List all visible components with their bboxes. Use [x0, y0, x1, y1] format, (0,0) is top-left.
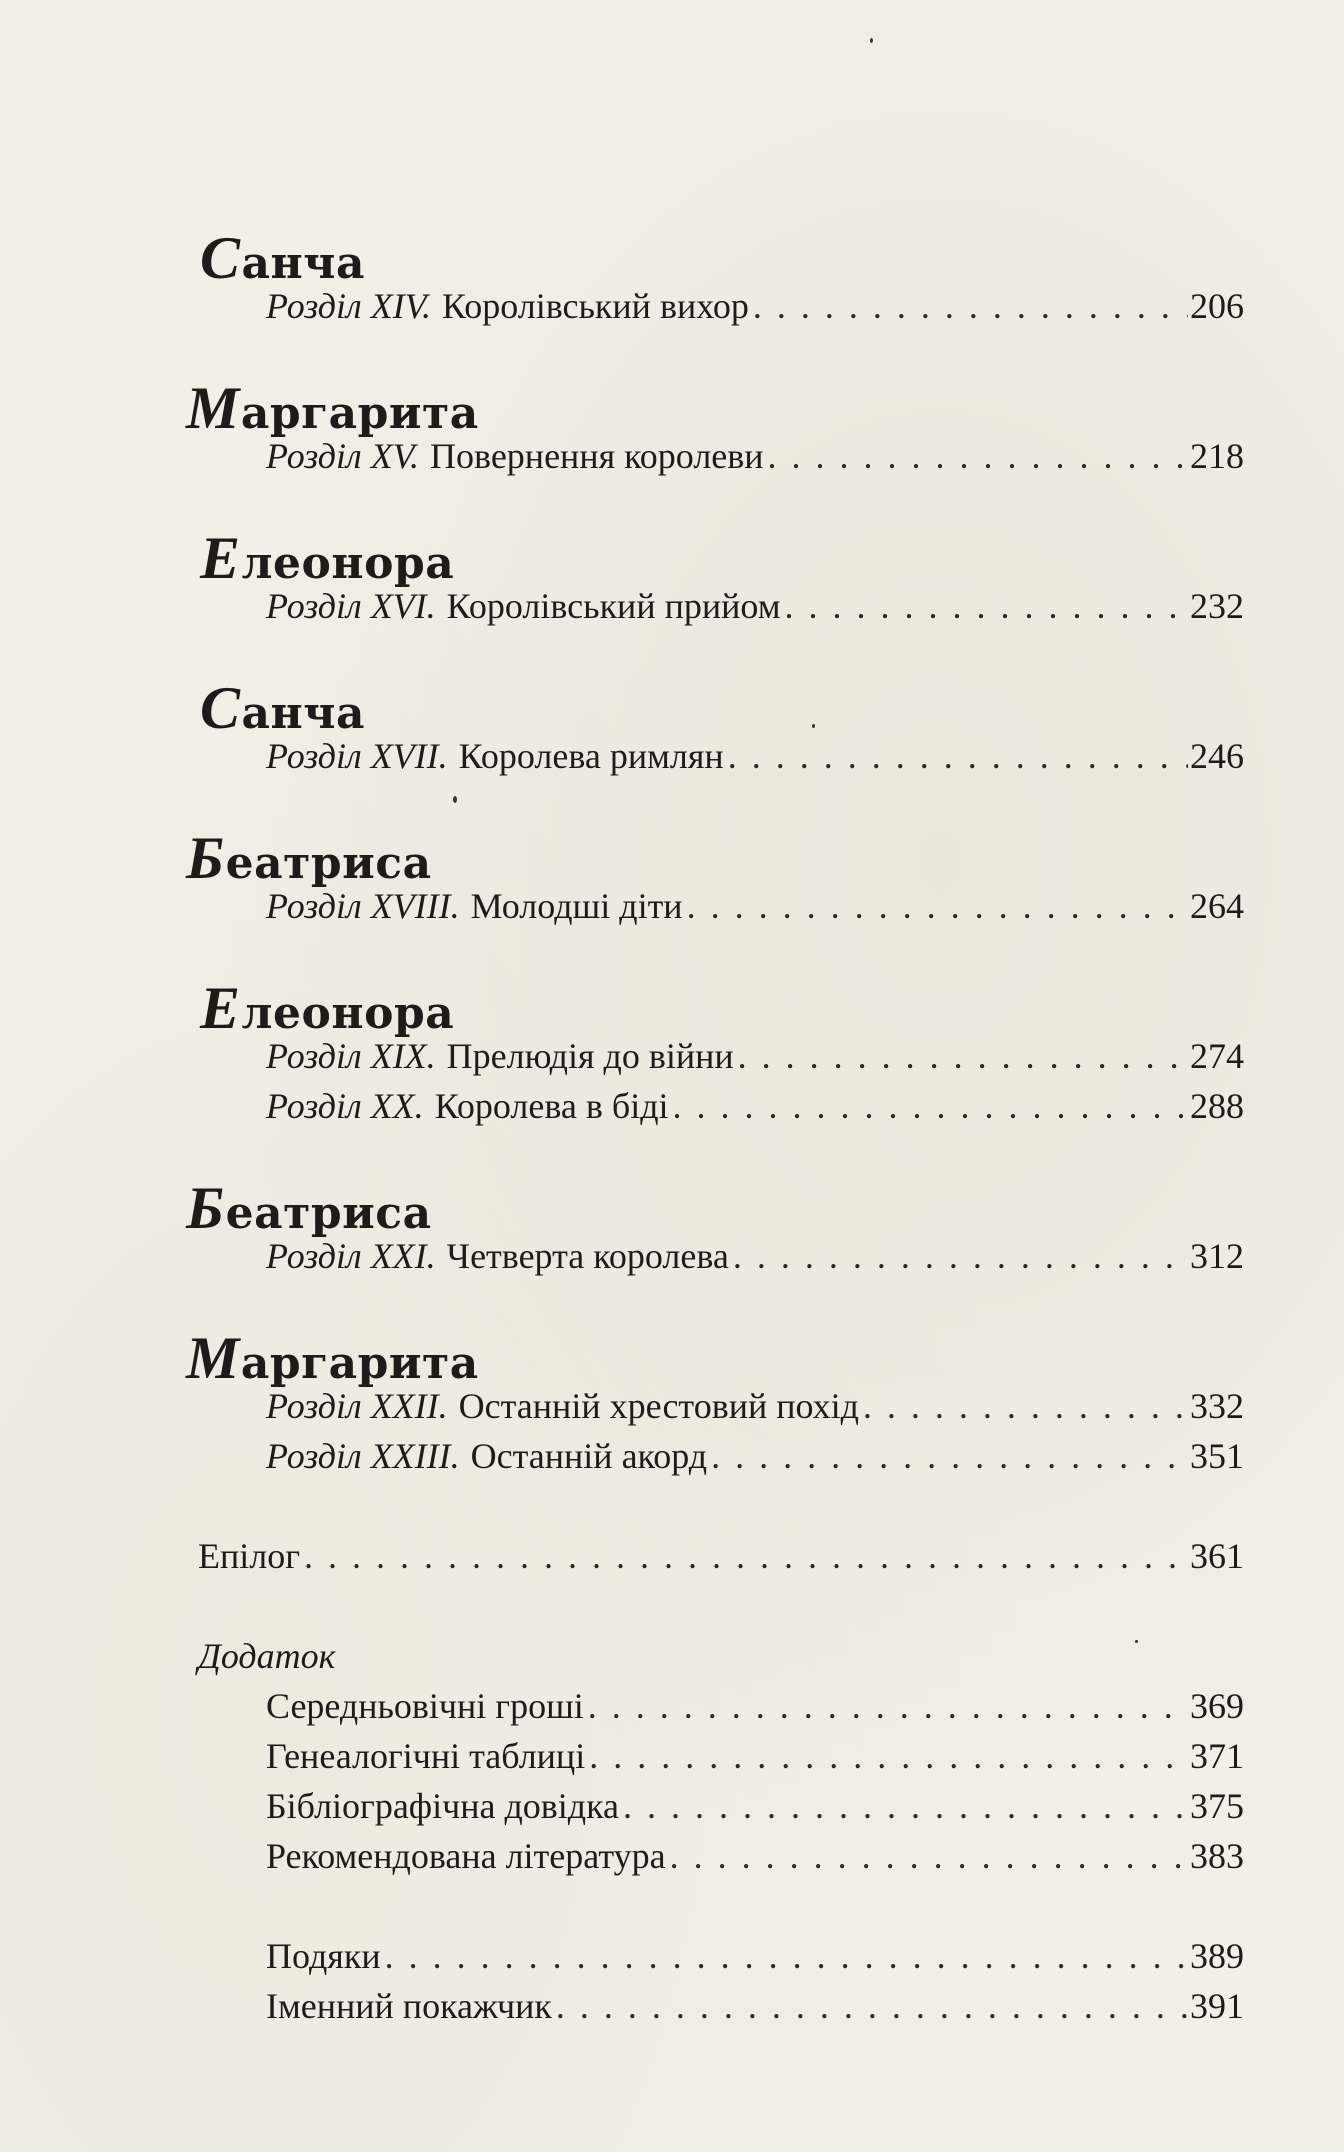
toc-entry[interactable]	[266, 1388, 1244, 1424]
dot-leader	[768, 438, 1188, 474]
heading-rest: еатриса	[225, 838, 432, 889]
heading-rest: аргарита	[240, 1338, 479, 1389]
dot-leader	[733, 1238, 1188, 1274]
toc-entry[interactable]	[266, 1438, 1244, 1474]
page-number: 389	[1190, 1936, 1244, 1976]
heading-initial: Е	[200, 975, 241, 1041]
entry-title: Подяки	[266, 1936, 381, 1976]
section-heading	[200, 975, 455, 1041]
page-number: 332	[1190, 1386, 1244, 1426]
section-heading	[186, 375, 479, 441]
page-number: 371	[1190, 1736, 1244, 1776]
dot-leader	[670, 1838, 1188, 1874]
chapter-title: Королівський прийом	[446, 586, 781, 626]
dot-leader	[738, 1038, 1188, 1074]
page-number: 391	[1190, 1986, 1244, 2026]
chapter-number: Розділ XIV.	[266, 286, 432, 326]
dot-leader	[623, 1788, 1188, 1824]
section-heading	[200, 525, 455, 591]
heading-rest: анча	[241, 688, 365, 739]
chapter-title: Королева в біді	[434, 1086, 669, 1126]
chapter-title: Молодші діти	[470, 886, 683, 926]
page-number: 288	[1190, 1086, 1244, 1126]
dot-leader	[556, 1988, 1188, 2024]
page-number: 274	[1190, 1036, 1244, 1076]
page-number: 351	[1190, 1436, 1244, 1476]
chapter-number: Розділ XX.	[266, 1086, 424, 1126]
chapter-number: Розділ XV.	[266, 436, 420, 476]
chapter-title: Повернення королеви	[430, 436, 764, 476]
section-heading	[200, 675, 365, 741]
toc-entry[interactable]	[266, 1988, 1244, 2024]
dot-leader	[711, 1438, 1188, 1474]
section-heading	[186, 825, 432, 891]
dot-leader	[728, 738, 1188, 774]
toc-entry[interactable]	[266, 1038, 1244, 1074]
entry-title: Епілог	[198, 1536, 300, 1576]
heading-rest: леонора	[241, 988, 455, 1039]
chapter-title: Прелюдія до війни	[446, 1036, 734, 1076]
entry-title: Рекомендована література	[266, 1836, 666, 1876]
chapter-title: Королівський вихор	[442, 286, 749, 326]
chapter-number: Розділ XVII.	[266, 736, 448, 776]
chapter-number: Розділ XVI.	[266, 586, 436, 626]
dot-leader	[753, 288, 1188, 324]
heading-rest: аргарита	[240, 388, 479, 439]
chapter-number: Розділ XXIII.	[266, 1436, 460, 1476]
page-number: 383	[1190, 1836, 1244, 1876]
page-number: 361	[1190, 1536, 1244, 1576]
toc-entry[interactable]	[266, 1238, 1244, 1274]
heading-rest: еатриса	[225, 1188, 432, 1239]
page-number: 232	[1190, 586, 1244, 626]
toc-entry[interactable]	[266, 588, 1244, 624]
heading-initial: М	[186, 1325, 240, 1391]
page-number: 218	[1190, 436, 1244, 476]
chapter-title: Королева римлян	[458, 736, 724, 776]
dot-leader	[304, 1538, 1188, 1574]
toc-entry[interactable]	[266, 1938, 1244, 1974]
appendix-title: Додаток	[198, 1636, 336, 1676]
chapter-number: Розділ XIX.	[266, 1036, 436, 1076]
paper-speck	[870, 38, 873, 43]
heading-rest: анча	[241, 238, 365, 289]
chapter-title: Останній хрестовий похід	[458, 1386, 859, 1426]
section-heading	[200, 225, 365, 291]
page-number: 369	[1190, 1686, 1244, 1726]
chapter-title: Четверта королева	[446, 1236, 729, 1276]
entry-title: Іменний покажчик	[266, 1986, 552, 2026]
dot-leader	[385, 1938, 1188, 1974]
heading-initial: Б	[186, 1175, 225, 1241]
paper-speck	[453, 796, 457, 803]
page-number: 312	[1190, 1236, 1244, 1276]
page-number: 246	[1190, 736, 1244, 776]
toc-entry[interactable]	[266, 1088, 1244, 1124]
dot-leader	[588, 1688, 1188, 1724]
toc-entry[interactable]	[266, 1788, 1244, 1824]
heading-initial: Б	[186, 825, 225, 891]
chapter-number: Розділ XXII.	[266, 1386, 448, 1426]
dot-leader	[673, 1088, 1188, 1124]
section-heading	[186, 1175, 432, 1241]
heading-initial: С	[200, 675, 241, 741]
page-number: 375	[1190, 1786, 1244, 1826]
toc-entry[interactable]	[266, 1838, 1244, 1874]
page-number: 264	[1190, 886, 1244, 926]
entry-title: Середньовічні гроші	[266, 1686, 584, 1726]
chapter-title: Останній акорд	[470, 1436, 708, 1476]
heading-initial: С	[200, 225, 241, 291]
toc-entry-epilogue[interactable]	[198, 1538, 1244, 1574]
dot-leader	[589, 1738, 1188, 1774]
entry-title: Бібліографічна довідка	[266, 1786, 620, 1826]
toc-entry[interactable]	[266, 438, 1244, 474]
toc-entry[interactable]	[266, 888, 1244, 924]
heading-rest: леонора	[241, 538, 455, 589]
dot-leader	[784, 588, 1188, 624]
dot-leader	[863, 1388, 1188, 1424]
section-heading	[186, 1325, 479, 1391]
heading-initial: Е	[200, 525, 241, 591]
paper-speck	[1135, 1640, 1138, 1643]
toc-entry[interactable]	[266, 1738, 1244, 1774]
heading-initial: М	[186, 375, 240, 441]
toc-entry[interactable]	[266, 738, 1244, 774]
entry-title: Генеалогічні таблиці	[266, 1736, 586, 1776]
page-number: 206	[1190, 286, 1244, 326]
chapter-number: Розділ XVIII.	[266, 886, 460, 926]
chapter-number: Розділ XXI.	[266, 1236, 436, 1276]
toc-entry[interactable]	[266, 1688, 1244, 1724]
paper-speck	[812, 724, 815, 728]
toc-entry[interactable]	[266, 288, 1244, 324]
dot-leader	[687, 888, 1188, 924]
